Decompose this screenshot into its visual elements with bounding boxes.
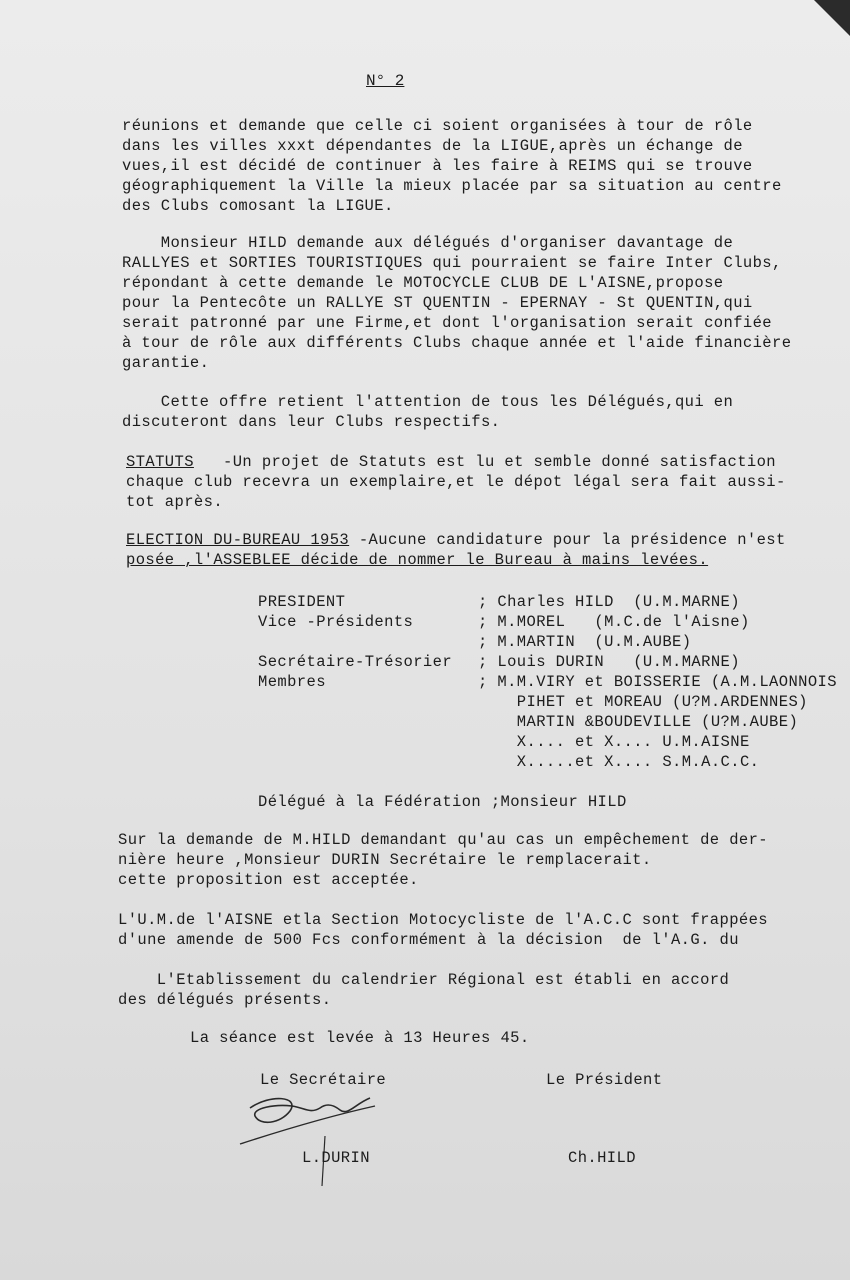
para2-line: répondant à cette demande le MOTOCYCLE CLUB DE L'AISNE,propose — [122, 274, 724, 292]
bureau-role: Vice -Présidents — [258, 613, 414, 631]
election-line: posée ,l'ASSEBLEE décide de nommer le Bureau à mains levées. — [126, 551, 709, 569]
bureau-name: PIHET et MOREAU (U?M.ARDENNES) — [478, 693, 808, 711]
bureau-role: Membres — [258, 673, 326, 691]
para3-line: Cette offre retient l'attention de tous les Délégués,qui en — [122, 393, 734, 411]
election-section — [126, 530, 786, 550]
para2-line: serait patronné par une Firme,et dont l'organisation serait confiée — [122, 314, 773, 332]
para1-line: vues,il est décidé de continuer à les faire à REIMS qui se trouve — [122, 157, 753, 175]
statuts-line: tot après. — [126, 493, 224, 511]
para1-line: réunions et demande que celle ci soient organisées à tour de rôle — [122, 117, 753, 135]
page-number: N° 2 — [366, 72, 405, 90]
president-title: Le Président — [546, 1071, 663, 1089]
election-heading: ELECTION DU-BUREAU 1953 — [126, 531, 350, 549]
bureau-name: X.... et X.... U.M.AISNE — [478, 733, 750, 751]
para2-line: garantie. — [122, 354, 210, 372]
bureau-name: ; M.MARTIN (U.M.AUBE) — [478, 633, 692, 651]
para3-line: discuteront dans leur Clubs respectifs. — [122, 413, 501, 431]
para1-line: dans les villes xxxt dépendantes de la LIGUE,après un échange de — [122, 137, 743, 155]
bureau-name: MARTIN &BOUDEVILLE (U?M.AUBE) — [478, 713, 799, 731]
para1-line: des Clubs comosant la LIGUE. — [122, 197, 394, 215]
para4-line: nière heure ,Monsieur DURIN Secrétaire le remplacerait. — [118, 851, 652, 869]
bureau-role: PRESIDENT — [258, 593, 346, 611]
para1-line: géographiquement la Ville la mieux placée par sa situation au centre — [122, 177, 782, 195]
para2-line: à tour de rôle aux différents Clubs chaque année et l'aide financière — [122, 334, 792, 352]
statuts-line: chaque club recevra un exemplaire,et le dépot légal sera fait aussi- — [126, 473, 786, 491]
para2-line: Monsieur HILD demande aux délégués d'organiser davantage de — [122, 234, 734, 252]
secretary-name: L.DURIN — [302, 1149, 370, 1167]
para2-line: pour la Pentecôte un RALLYE ST QUENTIN - EPERNAY - St QUENTIN,qui — [122, 294, 753, 312]
bureau-name: ; M.MOREL (M.C.de l'Aisne) — [478, 613, 750, 631]
statuts-section — [126, 452, 776, 472]
bureau-name: ; M.M.VIRY et BOISSERIE (A.M.LAONNOIS — [478, 673, 837, 691]
para2-line: RALLYES et SORTIES TOURISTIQUES qui pourraient se faire Inter Clubs, — [122, 254, 782, 272]
closing-line: La séance est levée à 13 Heures 45. — [190, 1029, 530, 1047]
para4-line: Sur la demande de M.HILD demandant qu'au cas un empêchement de der- — [118, 831, 769, 849]
bureau-role: Secrétaire-Trésorier — [258, 653, 453, 671]
statuts-line: -Un projet de Statuts est lu et semble donné satisfaction — [193, 453, 777, 471]
para6-line: L'Etablissement du calendrier Régional est établi en accord — [118, 971, 730, 989]
para4-line: cette proposition est acceptée. — [118, 871, 419, 889]
delegue-line: Délégué à la Fédération ;Monsieur HILD — [258, 793, 627, 811]
secretary-title: Le Secrétaire — [260, 1071, 387, 1089]
secretary-signature — [230, 1086, 390, 1186]
statuts-heading: STATUTS — [126, 453, 194, 471]
para6-line: des délégués présents. — [118, 991, 332, 1009]
bureau-name: ; Charles HILD (U.M.MARNE) — [478, 593, 740, 611]
bureau-name: X.....et X.... S.M.A.C.C. — [478, 753, 760, 771]
election-line: -Aucune candidature pour la présidence n'est — [349, 531, 786, 549]
bureau-name: ; Louis DURIN (U.M.MARNE) — [478, 653, 740, 671]
para5-line: L'U.M.de l'AISNE etla Section Motocycliste de l'A.C.C sont frappées — [118, 911, 769, 929]
folded-corner — [814, 0, 850, 36]
president-name: Ch.HILD — [568, 1149, 636, 1167]
para5-line: d'une amende de 500 Fcs conformément à la décision de l'A.G. du — [118, 931, 739, 949]
